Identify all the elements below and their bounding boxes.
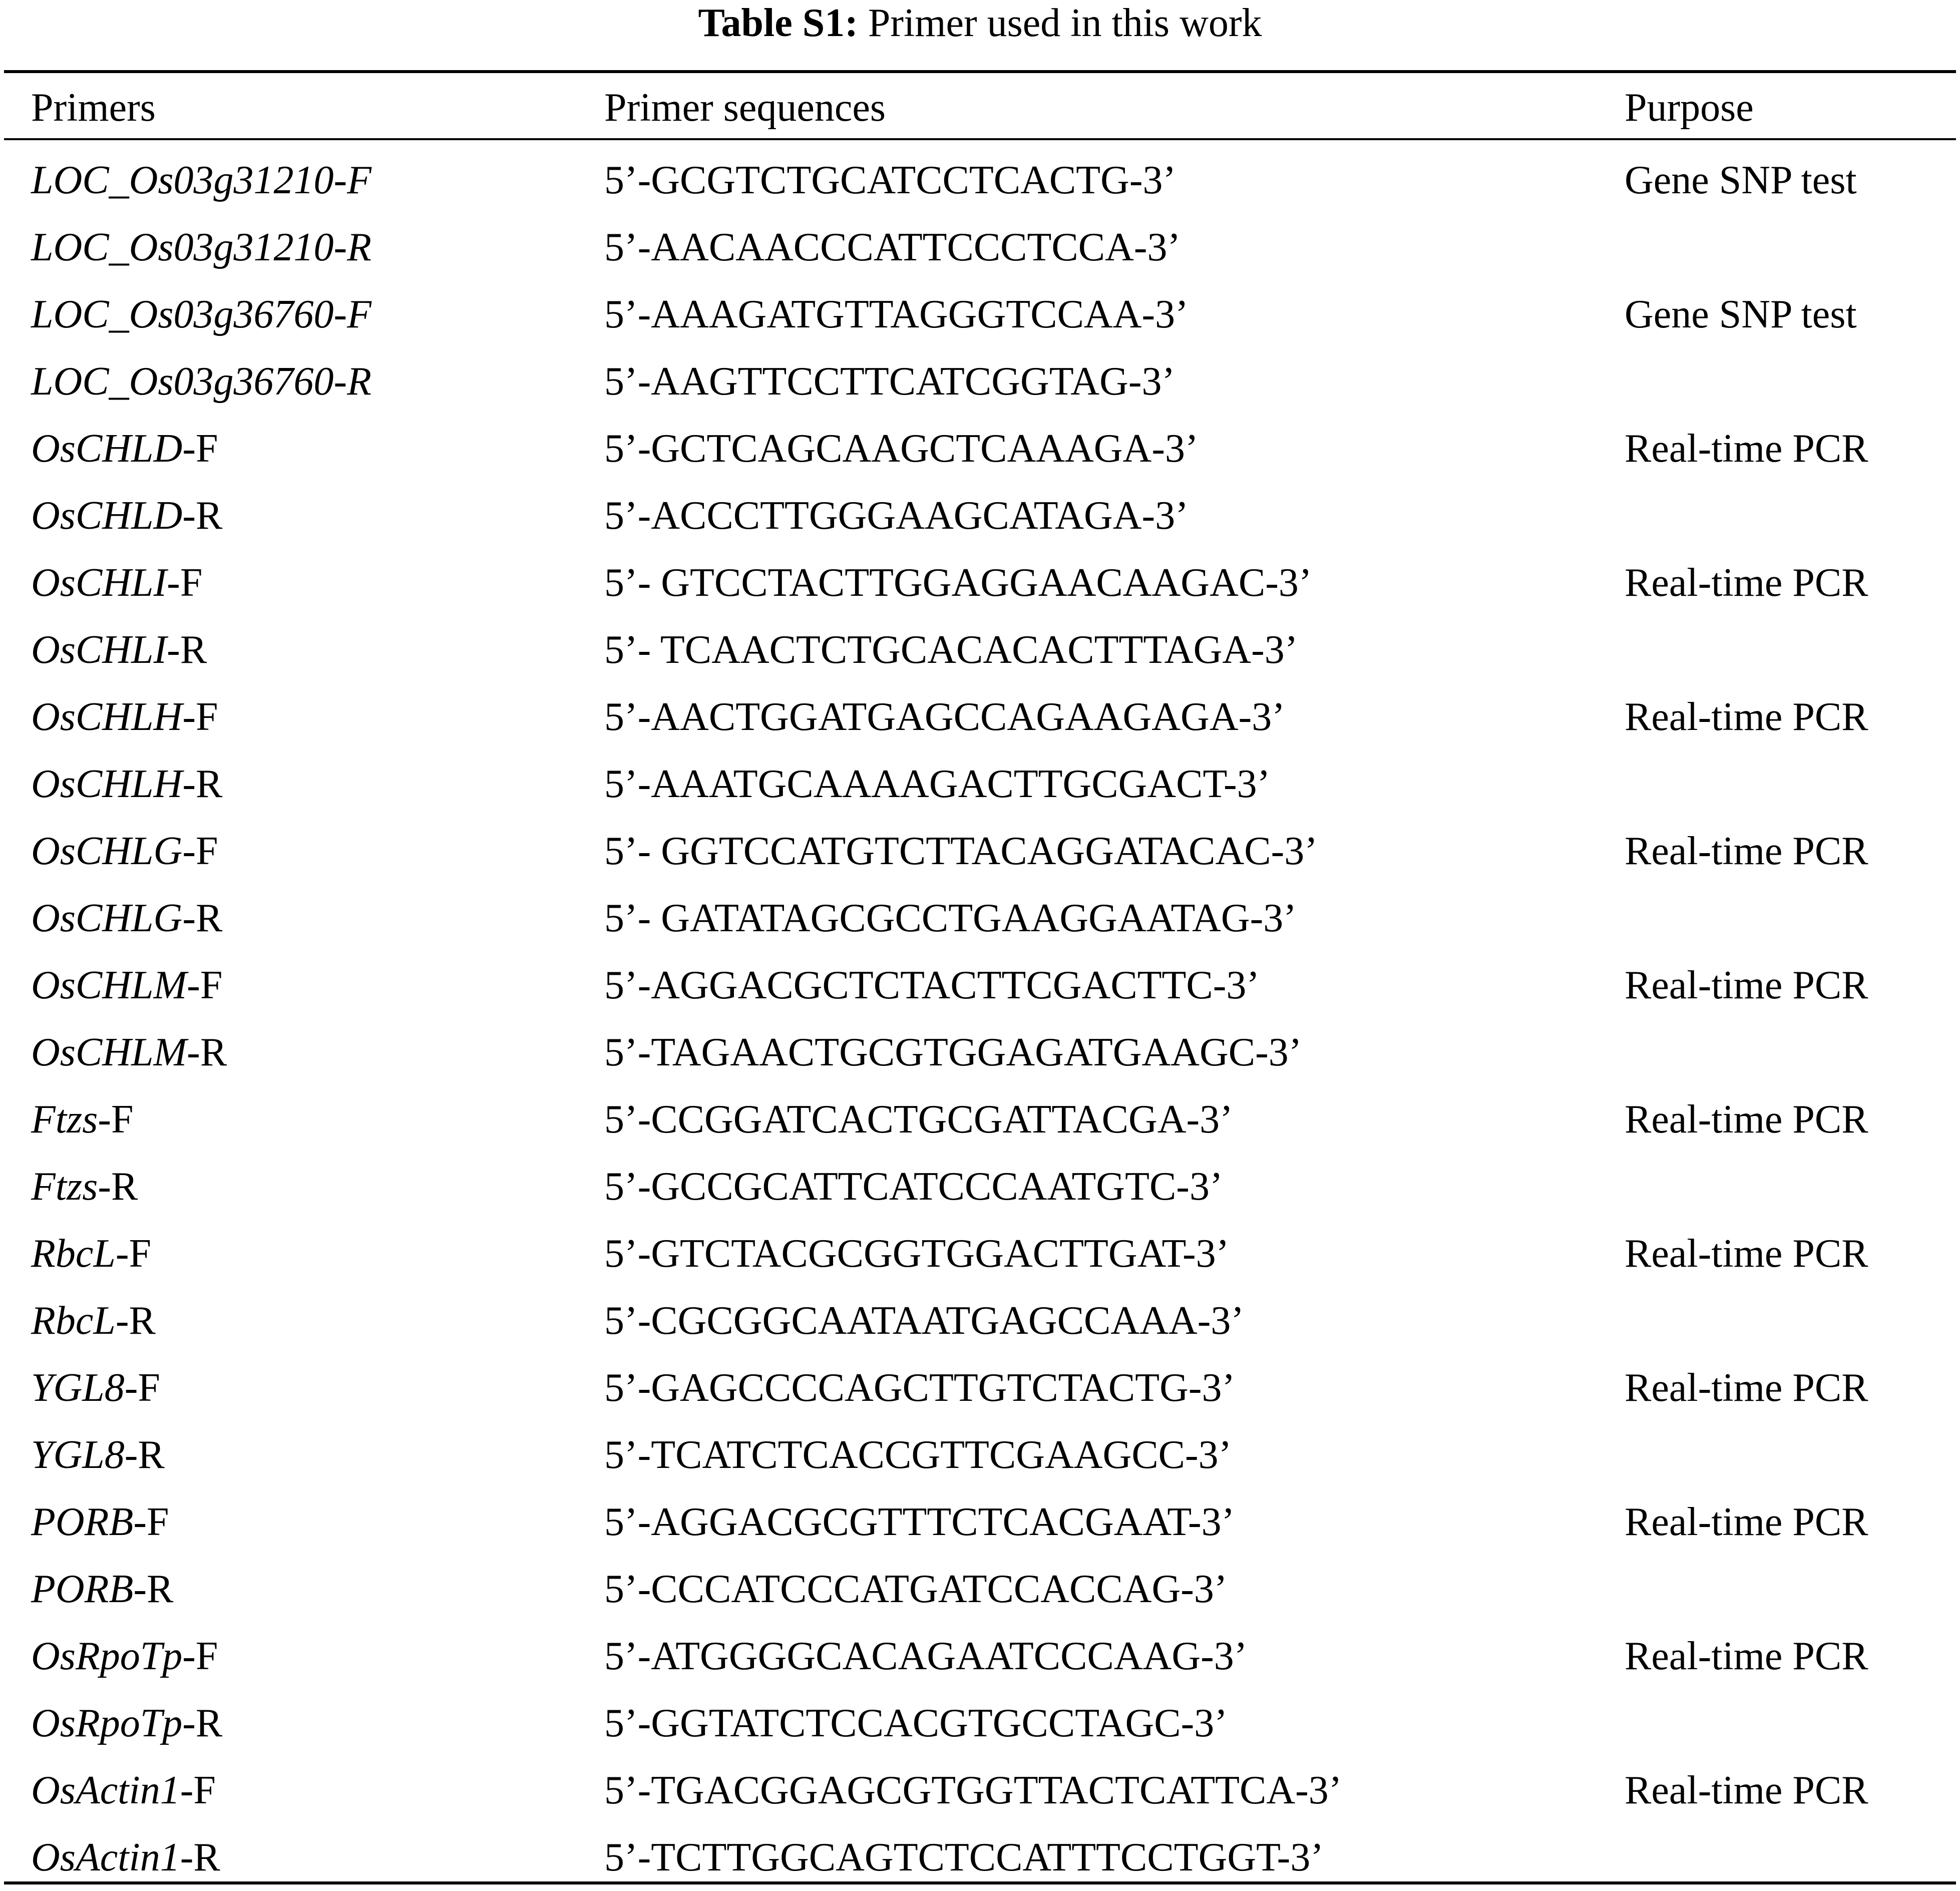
- table-row: [0, 1421, 1960, 1488]
- gene-name: RbcL: [31, 1299, 116, 1343]
- primer-name-cell: [31, 1220, 151, 1287]
- primer-direction: -F: [187, 963, 223, 1007]
- purpose-cell: Real-time PCR: [1625, 1232, 1868, 1276]
- primer-name-cell: [31, 1488, 169, 1556]
- primer-direction: -F: [98, 1097, 134, 1142]
- primer-direction: -F: [115, 1232, 152, 1276]
- table-row: [0, 147, 1960, 214]
- table-row: [0, 281, 1960, 348]
- primer-name-cell: [31, 482, 222, 549]
- table-row: [0, 415, 1960, 482]
- primer-name-cell: [31, 147, 371, 214]
- table-row: [0, 1086, 1960, 1153]
- primer-name-cell: [31, 1421, 165, 1488]
- primer-name-cell: [31, 616, 207, 683]
- primer-direction: -R: [182, 762, 223, 806]
- gene-name: OsCHLI: [31, 628, 167, 672]
- table-row: [0, 818, 1960, 885]
- gene-name: OsCHLH: [31, 762, 183, 806]
- primer-name-cell: [31, 750, 222, 818]
- primer-sequence-cell: 5’-GCGTCTGCATCCTCACTG-3’: [604, 158, 1177, 202]
- table-caption-text: Primer used in this work: [868, 1, 1262, 45]
- gene-name: OsCHLM: [31, 1030, 187, 1074]
- table-row: [0, 1153, 1960, 1220]
- primer-direction: -R: [182, 1701, 223, 1745]
- primer-name-cell: [31, 1019, 227, 1086]
- table-row: [0, 750, 1960, 818]
- primer-direction: -R: [180, 1835, 220, 1879]
- primer-sequence-cell: 5’-AACTGGATGAGCCAGAAGAGA-3’: [604, 695, 1285, 739]
- table-row: [0, 1556, 1960, 1623]
- gene-name: OsActin1: [31, 1768, 180, 1812]
- primer-direction: -F: [167, 561, 203, 605]
- primer-sequence-cell: 5’- GGTCCATGTCTTACAGGATACAC-3’: [604, 829, 1318, 873]
- primer-sequence-cell: 5’-GCCGCATTCATCCCAATGTC-3’: [604, 1165, 1223, 1209]
- gene-name: OsCHLD: [31, 494, 183, 538]
- primer-sequence-cell: 5’-CGCGGCAATAATGAGCCAAA-3’: [604, 1299, 1245, 1343]
- primer-direction: -F: [182, 427, 218, 471]
- primer-name-cell: [31, 415, 218, 482]
- gene-name: LOC_Os03g31210-R: [31, 225, 372, 269]
- gene-name: OsCHLI: [31, 561, 167, 605]
- gene-name: OsCHLD: [31, 427, 183, 471]
- primer-direction: -F: [124, 1366, 160, 1410]
- primer-sequence-cell: 5’- GATATAGCGCCTGAAGGAATAG-3’: [604, 896, 1297, 940]
- primer-sequence-cell: 5’-ATGGGGCACAGAATCCCAAG-3’: [604, 1634, 1248, 1678]
- table-caption-label: Table S1:: [698, 1, 858, 45]
- gene-name: YGL8: [31, 1366, 125, 1410]
- primer-direction: -F: [182, 829, 218, 873]
- purpose-cell: Real-time PCR: [1625, 1366, 1868, 1410]
- table-row: [0, 1220, 1960, 1287]
- primer-sequence-cell: 5’-AACAACCCATTCCCTCCA-3’: [604, 225, 1181, 269]
- table-top-rule: [4, 70, 1956, 73]
- primer-name-cell: [31, 348, 371, 415]
- primer-sequence-cell: 5’-AAATGCAAAAGACTTGCGACT-3’: [604, 762, 1271, 806]
- table-row: [0, 1488, 1960, 1556]
- table-header-rule: [4, 138, 1956, 140]
- primer-sequence-cell: 5’-TCTTGGCAGTCTCCATTTCCTGGT-3’: [604, 1835, 1324, 1879]
- gene-name: OsCHLG: [31, 896, 183, 940]
- header-primers: Primers: [31, 86, 156, 130]
- primer-name-cell: [31, 1354, 160, 1421]
- primer-sequence-cell: 5’-AAGTTCCTTCATCGGTAG-3’: [604, 359, 1175, 404]
- primer-name-cell: [31, 549, 202, 616]
- gene-name: OsCHLH: [31, 695, 183, 739]
- gene-name: LOC_Os03g31210-F: [31, 158, 372, 202]
- purpose-cell: Real-time PCR: [1625, 1500, 1868, 1544]
- primer-direction: -R: [187, 1030, 227, 1074]
- table-row: [0, 616, 1960, 683]
- header-sequences: Primer sequences: [604, 86, 886, 130]
- primer-sequence-cell: 5’-ACCCTTGGGAAGCATAGA-3’: [604, 494, 1189, 538]
- table-caption: [0, 0, 1960, 50]
- table-row: [0, 1287, 1960, 1354]
- table-row: [0, 549, 1960, 616]
- table-row: [0, 1019, 1960, 1086]
- primer-sequence-cell: 5’-GCTCAGCAAGCTCAAAGA-3’: [604, 427, 1199, 471]
- primer-direction: -F: [182, 695, 218, 739]
- primer-name-cell: [31, 1287, 156, 1354]
- primer-sequence-cell: 5’-CCGGATCACTGCGATTACGA-3’: [604, 1097, 1233, 1142]
- table-row: [0, 214, 1960, 281]
- purpose-cell: Gene SNP test: [1625, 158, 1857, 202]
- primer-direction: -R: [98, 1165, 138, 1209]
- gene-name: OsRpoTp: [31, 1634, 183, 1678]
- primer-direction: -R: [182, 494, 223, 538]
- table-row: [0, 683, 1960, 750]
- table-row: [0, 1757, 1960, 1824]
- purpose-cell: Real-time PCR: [1625, 1097, 1868, 1142]
- primer-sequence-cell: 5’- GTCCTACTTGGAGGAACAAGAC-3’: [604, 561, 1312, 605]
- table-row: [0, 348, 1960, 415]
- primer-name-cell: [31, 1824, 220, 1891]
- primer-direction: -R: [124, 1433, 165, 1477]
- primer-direction: -R: [167, 628, 207, 672]
- primer-direction: -F: [133, 1500, 169, 1544]
- primer-sequence-cell: 5’-AGGACGCTCTACTTCGACTTC-3’: [604, 963, 1260, 1007]
- gene-name: YGL8: [31, 1433, 125, 1477]
- gene-name: OsCHLM: [31, 963, 187, 1007]
- primer-name-cell: [31, 1086, 134, 1153]
- primer-name-cell: [31, 281, 371, 348]
- table-row: [0, 1824, 1960, 1891]
- table-row: [0, 482, 1960, 549]
- purpose-cell: Real-time PCR: [1625, 963, 1868, 1007]
- gene-name: PORB: [31, 1567, 134, 1611]
- gene-name: Ftzs: [31, 1165, 98, 1209]
- primer-name-cell: [31, 1556, 173, 1623]
- table-header-row: [0, 78, 1960, 138]
- primer-name-cell: [31, 683, 218, 750]
- primer-name-cell: [31, 818, 218, 885]
- purpose-cell: Real-time PCR: [1625, 1768, 1868, 1812]
- gene-name: OsActin1: [31, 1835, 180, 1879]
- primer-name-cell: [31, 1690, 222, 1757]
- primer-sequence-cell: 5’-TAGAACTGCGTGGAGATGAAGC-3’: [604, 1030, 1302, 1074]
- primer-direction: -R: [115, 1299, 156, 1343]
- purpose-cell: Real-time PCR: [1625, 829, 1868, 873]
- primer-sequence-cell: 5’-TGACGGAGCGTGGTTACTCATTCA-3’: [604, 1768, 1342, 1812]
- primer-name-cell: [31, 1757, 216, 1824]
- gene-name: LOC_Os03g36760-F: [31, 292, 372, 336]
- purpose-cell: Real-time PCR: [1625, 1634, 1868, 1678]
- primer-sequence-cell: 5’-TCATCTCACCGTTCGAAGCC-3’: [604, 1433, 1232, 1477]
- primer-name-cell: [31, 885, 222, 952]
- primer-sequence-cell: 5’-CCCATCCCATGATCCACCAG-3’: [604, 1567, 1228, 1611]
- table-row: [0, 1354, 1960, 1421]
- table-body: [0, 147, 1960, 1891]
- table-row: [0, 885, 1960, 952]
- purpose-cell: Gene SNP test: [1625, 292, 1857, 336]
- primer-sequence-cell: 5’- TCAACTCTGCACACACTTTAGA-3’: [604, 628, 1298, 672]
- primer-sequence-cell: 5’-GTCTACGCGGTGGACTTGAT-3’: [604, 1232, 1230, 1276]
- gene-name: Ftzs: [31, 1097, 98, 1142]
- gene-name: RbcL: [31, 1232, 116, 1276]
- table-bottom-rule: [4, 1881, 1956, 1884]
- primer-direction: -R: [133, 1567, 174, 1611]
- primer-name-cell: [31, 1623, 218, 1690]
- table-row: [0, 1623, 1960, 1690]
- primer-sequence-cell: 5’-AAAGATGTTAGGGTCCAA-3’: [604, 292, 1189, 336]
- gene-name: OsRpoTp: [31, 1701, 183, 1745]
- primer-name-cell: [31, 214, 371, 281]
- primer-name-cell: [31, 1153, 138, 1220]
- purpose-cell: Real-time PCR: [1625, 561, 1868, 605]
- gene-name: OsCHLG: [31, 829, 183, 873]
- primer-direction: -F: [182, 1634, 218, 1678]
- primer-direction: -F: [180, 1768, 216, 1812]
- gene-name: LOC_Os03g36760-R: [31, 359, 372, 404]
- purpose-cell: Real-time PCR: [1625, 695, 1868, 739]
- header-purpose: Purpose: [1625, 86, 1754, 130]
- table-row: [0, 1690, 1960, 1757]
- primer-sequence-cell: 5’-GGTATCTCCACGTGCCTAGC-3’: [604, 1701, 1228, 1745]
- purpose-cell: Real-time PCR: [1625, 427, 1868, 471]
- primer-sequence-cell: 5’-AGGACGCGTTTCTCACGAAT-3’: [604, 1500, 1235, 1544]
- table-row: [0, 952, 1960, 1019]
- gene-name: PORB: [31, 1500, 134, 1544]
- primer-sequence-cell: 5’-GAGCCCCAGCTTGTCTACTG-3’: [604, 1366, 1236, 1410]
- primer-direction: -R: [182, 896, 223, 940]
- primer-name-cell: [31, 952, 222, 1019]
